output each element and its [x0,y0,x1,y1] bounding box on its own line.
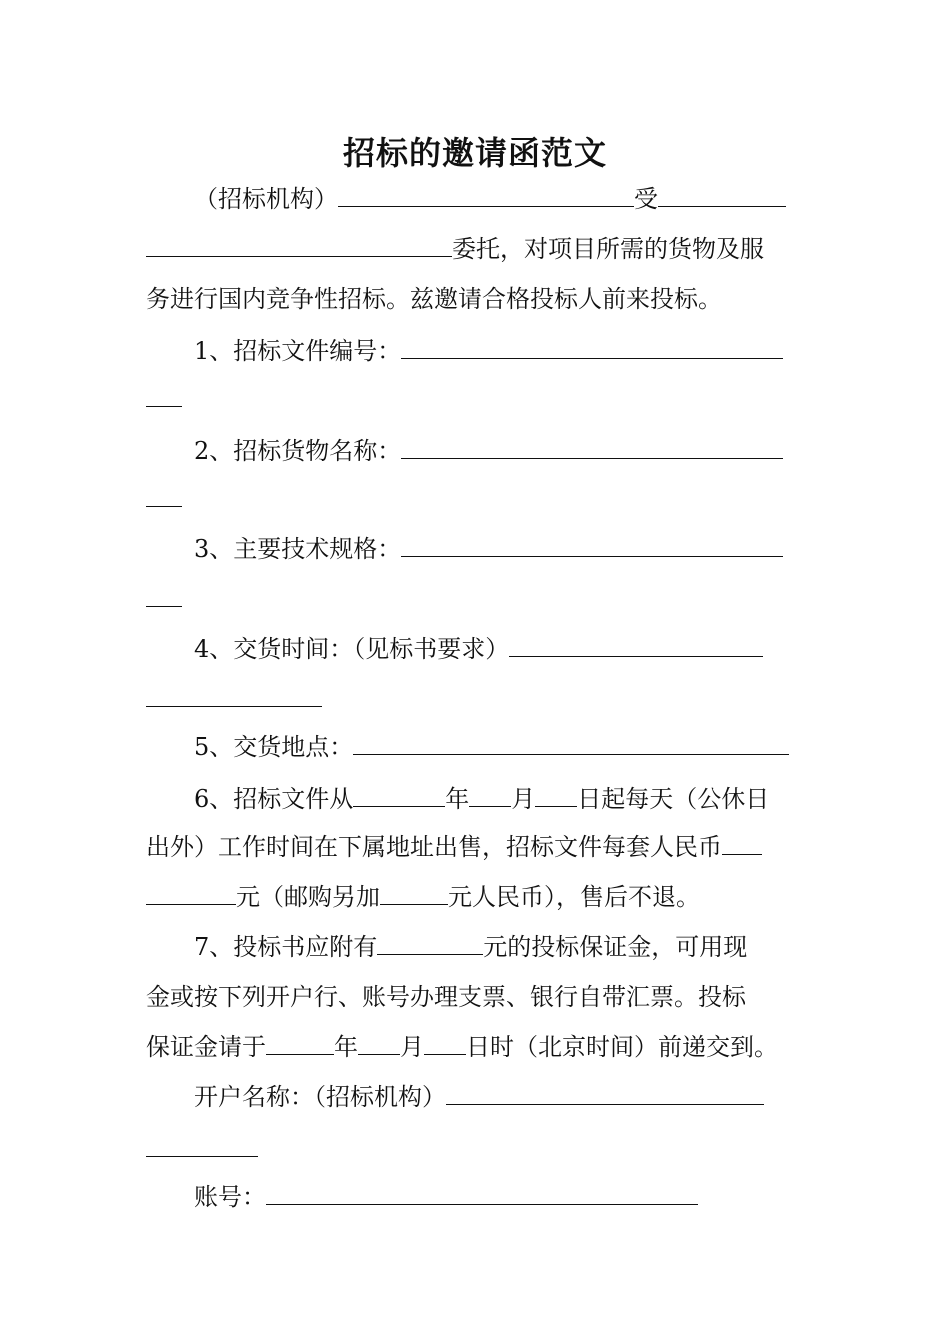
item-tech-spec [194,532,808,566]
item-goods-name [194,434,808,468]
tech-spec-blank-continued[interactable] [146,606,182,607]
goods-name-blank-continued[interactable] [146,506,182,507]
item-doc-number [194,334,808,368]
item-delivery-time [194,632,808,666]
mail-extra-suffix: 元人民币），售后不退。 [448,883,700,911]
deposit-line-3 [146,1030,808,1064]
tech-spec-label: 3、主要技术规格： [194,535,402,563]
sale-line-3 [146,880,808,914]
entrust-by-label: 受 [634,185,658,213]
sale-year-blank[interactable] [353,784,445,807]
sale-price-label: 出外）工作时间在下属地址出售，招标文件每套人民币 [146,833,722,861]
delivery-place-label: 5、交货地点： [194,733,354,761]
sale-month-blank[interactable] [469,784,511,807]
item-sale-period [194,782,808,816]
account-number-label: 账号： [194,1183,266,1211]
delivery-place-blank[interactable] [353,732,789,755]
mail-extra-label: 元（邮购另加 [236,883,380,911]
account-name-blank[interactable] [446,1082,764,1105]
intro-line-1 [194,182,808,216]
tech-spec-blank[interactable] [401,534,783,557]
deposit-day-blank[interactable] [424,1032,466,1055]
item-deposit [194,930,808,964]
deposit-suffix: 元的投标保证金，可用现 [483,933,748,961]
account-name-blank-continued[interactable] [146,1156,258,1157]
deposit-month-label: 月 [400,1033,424,1061]
agency-label: （招标机构） [194,185,338,213]
sale-month-label: 月 [511,785,536,813]
account-number-row [194,1180,808,1214]
intro-line-2 [146,232,808,266]
doc-number-blank-continued[interactable] [146,406,182,407]
deposit-date-label: 保证金请于 [146,1033,266,1061]
deposit-amount-blank[interactable] [377,932,483,955]
delivery-time-blank[interactable] [509,634,763,657]
entrust-blank[interactable] [658,184,786,207]
sale-line-2 [146,830,808,864]
deposit-month-blank[interactable] [358,1032,400,1055]
account-number-blank[interactable] [266,1182,698,1205]
sale-year-label: 年 [445,785,470,813]
goods-name-label: 2、招标货物名称： [194,437,402,465]
agency-blank[interactable] [338,184,634,207]
sale-price-blank-continued[interactable] [146,882,236,905]
entrust-text: 委托，对项目所需的货物及服 [452,235,764,263]
sale-day-blank[interactable] [535,784,577,807]
mail-extra-blank[interactable] [380,882,448,905]
deposit-date-suffix: 日时（北京时间）前递交到。 [466,1033,778,1061]
doc-number-blank[interactable] [401,336,783,359]
sale-from-label: 6、招标文件从 [194,785,354,813]
deposit-line-2: 金或按下列开户行、账号办理支票、银行自带汇票。投标 [146,983,746,1011]
account-name-row [194,1080,808,1114]
delivery-time-blank-continued[interactable] [146,706,322,707]
doc-number-label: 1、招标文件编号： [194,337,402,365]
account-name-label: 开户名称：（招标机构） [194,1083,446,1111]
sale-day-label: 日起每天（公休日 [577,785,770,813]
intro-line-3: 务进行国内竞争性招标。兹邀请合格投标人前来投标。 [146,285,722,313]
deposit-label: 7、投标书应附有 [194,933,378,961]
item-delivery-place [194,730,808,764]
delivery-time-label: 4、交货时间：（见标书要求） [194,635,510,663]
deposit-year-blank[interactable] [266,1032,334,1055]
document-title: 招标的邀请函范文 [342,134,607,172]
deposit-year-label: 年 [334,1033,358,1061]
entrust-blank-continued[interactable] [146,234,452,257]
sale-price-blank[interactable] [722,832,762,855]
goods-name-blank[interactable] [401,436,783,459]
